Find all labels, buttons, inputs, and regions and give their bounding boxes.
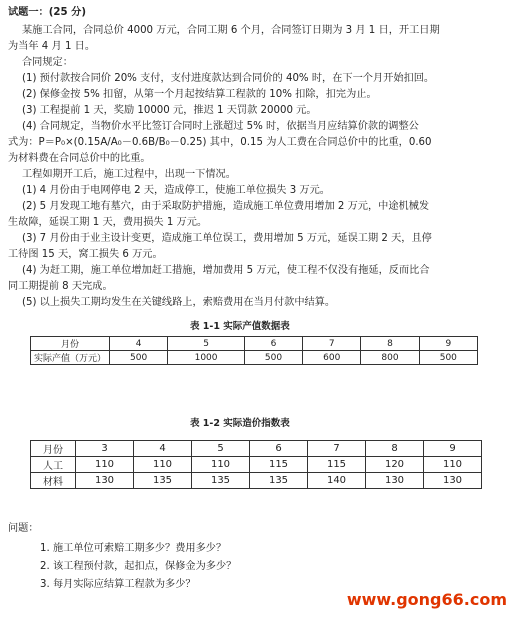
body-line-6: (3) 工程提前 1 天，奖励 10000 元，推迟 1 天罚款 20000 元。 [22,105,317,116]
table-cell: 130 [366,473,424,489]
table-cell: 110 [424,457,482,473]
questions-title: 问题： [8,523,39,534]
table-cell: 月份 [31,441,76,457]
table-cell: 5 [192,441,250,457]
table-cell: 600 [303,351,361,365]
table-cell: 9 [419,337,477,351]
table-cell: 110 [76,457,134,473]
body-line-18: (5) 以上损失工期均发生在关键线路上，索赔费用在当月付款中结算。 [22,297,336,308]
table-cell: 120 [366,457,424,473]
table-cell: 800 [361,351,419,365]
table-row [31,473,482,489]
body-line-8: 式为：P＝P₀×(0.15A/A₀－0.6B/B₀－0.25) 其中，0.15 为人工费在合同总价中的比重，0.60 [8,137,432,148]
header: 试题一：(25 分) [8,7,86,18]
body-line-1: 某施工合同，合同总价 4000 万元，合同工期 6 个月，合同签订日期为 3 月 1 日，开工日期 [22,25,440,36]
actual-output-table [30,336,478,365]
body-line-2: 为当年 4 月 1 日。 [8,41,96,52]
table-cell: 135 [134,473,192,489]
table-cell: 115 [250,457,308,473]
table-row [31,441,482,457]
table-cell: 材料 [31,473,76,489]
table-cell: 500 [419,351,477,365]
table-cell: 130 [424,473,482,489]
table-row [31,457,482,473]
price-index-table [30,440,482,489]
table-cell: 110 [192,457,250,473]
body-line-12: (2) 5 月发现工地有墓穴，由于采取防护措施，造成施工单位费用增加 2 万元，中途机械发 [22,201,430,212]
table2-caption: 表 1-2 实际造价指数表 [190,418,290,429]
body-line-5: (2) 保修金按 5% 扣留，从第一个月起按结算工程款的 10% 扣除，扣完为止。 [22,89,377,100]
table-cell: 6 [250,441,308,457]
table-cell: 3 [76,441,134,457]
table-cell: 7 [303,337,361,351]
body-line-7: (4) 合同规定，当物价水平比签订合同时上涨超过 5% 时，依据当月应结算价款的调整公 [22,121,419,132]
table-cell: 4 [110,337,168,351]
body-line-3: 合同规定： [22,57,73,68]
body-line-16: (4) 为赶工期，施工单位增加赶工措施，增加费用 5 万元，使工程不仅没有拖延，反而比合 [22,265,430,276]
body-line-4: (1) 预付款按合同价 20% 支付，支付进度款达到合同价的 40% 时，在下一个月开始扣回。 [22,73,435,84]
table-cell: 月份 [31,337,110,351]
table1-caption: 表 1-1 实际产值数据表 [190,321,290,332]
body-line-10: 工程如期开工后，施工过程中，出现一下情况。 [22,169,236,180]
table-cell: 135 [250,473,308,489]
table-cell: 7 [308,441,366,457]
body-line-15: 工待图 15 天，窝工损失 6 万元。 [8,249,163,260]
table-row [31,337,478,351]
watermark: www.gong66.com [346,590,507,609]
table-cell: 1000 [168,351,245,365]
table-cell: 9 [424,441,482,457]
body-line-17: 同工期提前 8 天完成。 [8,281,113,292]
table-cell: 5 [168,337,245,351]
body-line-14: (3) 7 月份由于业主设计变更，造成施工单位误工，费用增加 5 万元，延误工期 2 天，且停 [22,233,432,244]
body-line-13: 生故障，延误工期 1 天，费用损失 1 万元。 [8,217,208,228]
table-cell: 110 [134,457,192,473]
table-cell: 实际产值（万元） [31,351,110,365]
question-2: 2. 该工程预付款，起扣点，保修金为多少？ [40,561,237,572]
table-cell: 4 [134,441,192,457]
table-cell: 人工 [31,457,76,473]
table-cell: 140 [308,473,366,489]
table-cell: 500 [110,351,168,365]
body-line-11: (1) 4 月份由于电网停电 2 天，造成停工，使施工单位损失 3 万元。 [22,185,330,196]
table-cell: 115 [308,457,366,473]
table-cell: 135 [192,473,250,489]
table-cell: 8 [366,441,424,457]
table-cell: 6 [244,337,302,351]
table-cell: 130 [76,473,134,489]
table-cell: 8 [361,337,419,351]
body-line-9: 为材料费在合同总价中的比重。 [8,153,151,164]
table-row [31,351,478,365]
question-1: 1. 施工单位可索赔工期多少？费用多少？ [40,543,227,554]
table-cell: 500 [244,351,302,365]
question-3: 3. 每月实际应结算工程款为多少？ [40,579,196,590]
